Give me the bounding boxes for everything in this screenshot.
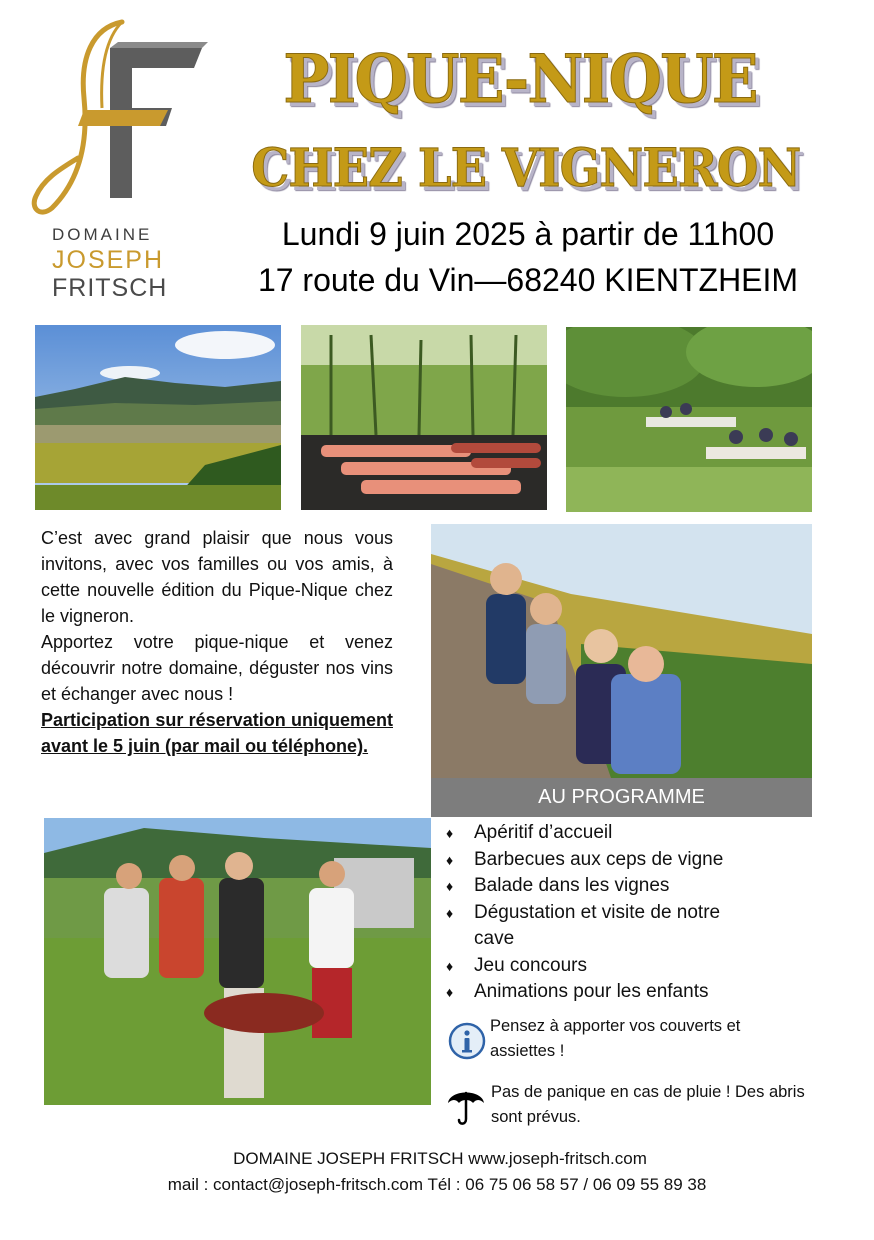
list-item xyxy=(444,873,814,900)
photo-picnic-tables xyxy=(566,327,812,512)
diamond-bullet-icon: ♦ xyxy=(446,904,454,921)
info-icon xyxy=(448,1022,486,1060)
list-item xyxy=(444,820,814,847)
logo-monogram-icon xyxy=(22,18,212,218)
photo-grill-in-vineyard xyxy=(44,818,431,1105)
intro-text xyxy=(41,525,393,759)
reservation-notice: Participation sur réservation uniquement avant le 5 juin (par mail ou téléphone). xyxy=(41,710,393,756)
logo-domaine-text: DOMAINE xyxy=(52,225,153,244)
intro-paragraph-1: C’est avec grand plaisir que nous vous invitons, avec vos familles ou vos amis, à cette nouvelle édition du Pique-Nique chez le vigneron. xyxy=(41,528,393,626)
note-rain: Pas de panique en cas de pluie ! Des abris sont prévus. xyxy=(491,1083,805,1126)
note-cutlery: Pensez à apporter vos couverts et assiettes ! xyxy=(490,1017,741,1060)
event-date: Lundi 9 juin 2025 à partir de 11h00 xyxy=(281,216,775,252)
diamond-bullet-icon: ♦ xyxy=(446,851,454,868)
programme-item-label: Balade dans les vignes xyxy=(474,875,670,896)
photo-family-in-vineyard xyxy=(431,524,812,778)
title-pique-nique: PIQUE-NIQUE xyxy=(283,40,757,118)
logo-fritsch-text: FRITSCH xyxy=(52,274,168,302)
intro-paragraph-2: Apportez votre pique-nique et venez découvrir notre domaine, déguster nos vins et échanger avec nous ! xyxy=(41,632,393,704)
umbrella-icon xyxy=(446,1083,486,1127)
diamond-bullet-icon: ♦ xyxy=(446,825,454,841)
programme-item-label: Dégustation et visite de notre cave xyxy=(474,901,721,949)
programme-item-label: Barbecues aux ceps de vigne xyxy=(474,848,724,870)
photo-vineyard-landscape xyxy=(35,325,281,510)
list-item xyxy=(444,979,814,1006)
diamond-bullet-icon: ♦ xyxy=(446,957,454,974)
programme-item-label: Animations pour les enfants xyxy=(474,981,709,1002)
diamond-bullet-icon: ♦ xyxy=(446,878,454,894)
list-item xyxy=(444,953,814,980)
title-chez-le-vigneron: CHEZ LE VIGNERON xyxy=(251,138,801,199)
domaine-logo xyxy=(22,18,212,308)
logo-joseph-text: JOSEPH xyxy=(52,246,165,274)
diamond-bullet-icon: ♦ xyxy=(446,984,454,1000)
programme-item-label: Jeu concours xyxy=(474,954,588,976)
photo-barbecue-skewers xyxy=(301,325,547,510)
footer-domain-website: DOMAINE JOSEPH FRITSCH www.joseph-fritsch.com xyxy=(233,1149,647,1168)
list-item xyxy=(444,847,814,874)
footer-contact: mail : contact@joseph-fritsch.com Tél : 06 75 06 58 57 / 06 09 55 89 38 xyxy=(167,1175,707,1194)
programme-item-label: Apéritif d’accueil xyxy=(474,822,613,843)
list-item xyxy=(444,900,764,953)
programme-header: AU PROGRAMME xyxy=(431,778,812,817)
event-address: 17 route du Vin—68240 KIENTZHEIM xyxy=(257,262,799,298)
programme-list xyxy=(444,820,814,1006)
